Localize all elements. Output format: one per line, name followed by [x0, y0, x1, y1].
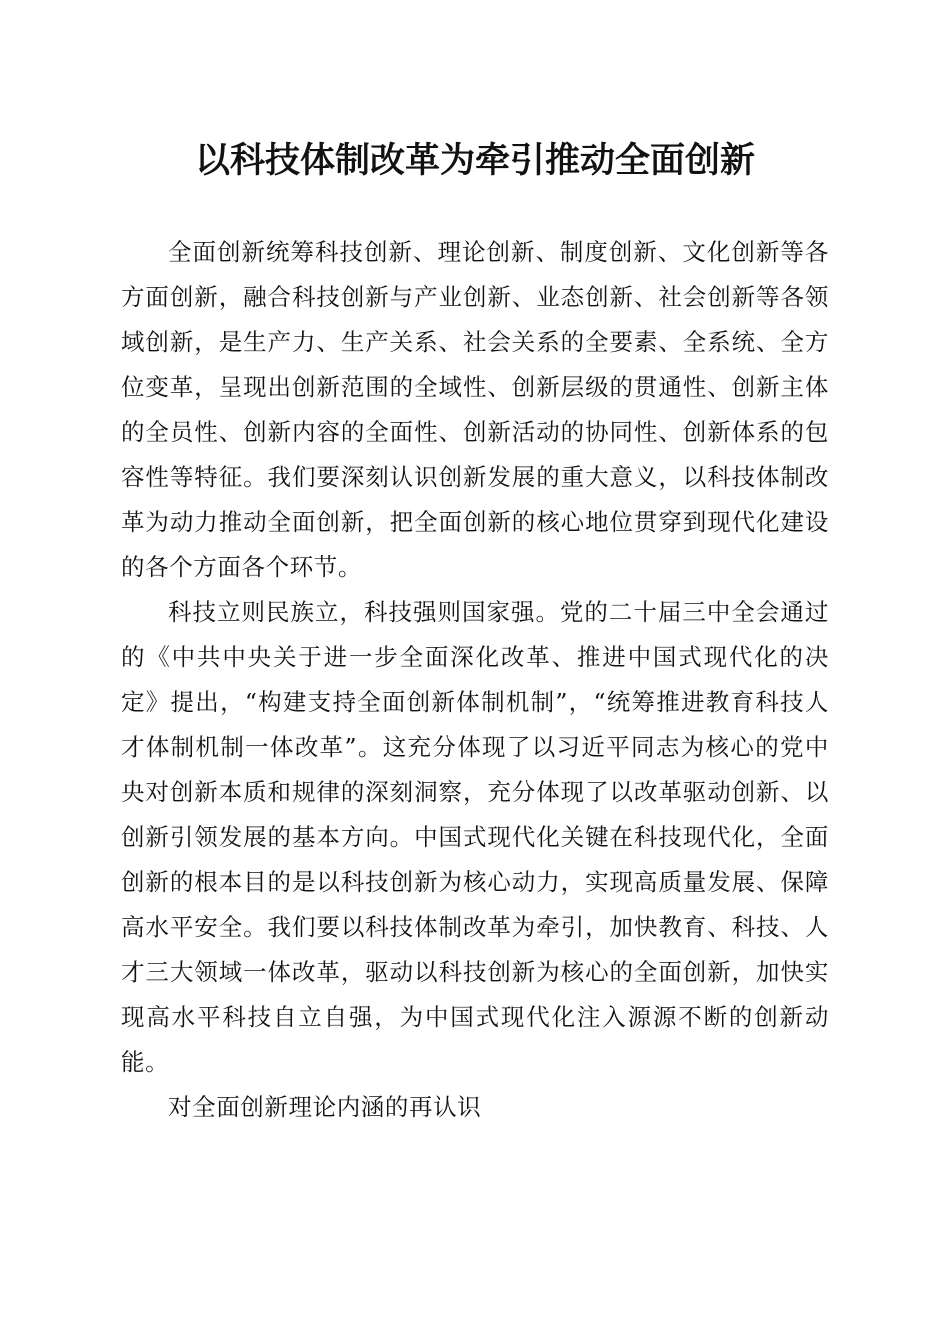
document-body: [121, 230, 829, 1130]
section-heading: 对全面创新理论内涵的再认识: [168, 1093, 482, 1121]
paragraph-1: 全面创新统筹科技创新、理论创新、制度创新、文化创新等各方面创新，融合科技创新与产业创新、业态创新、社会创新等各领域创新，是生产力、生产关系、社会关系的全要素、全系统、全方位变革，呈现出创新范围的全域性、创新层级的贯通性、创新主体的全员性、创新内容的全面性、创新活动的协同性、创新体系的包容性等特征。我们要深刻认识创新发展的重大意义，以科技体制改革为动力推动全面创新，把全面创新的核心地位贯穿到现代化建设的各个方面各个环节。: [121, 238, 829, 581]
paragraph-2: 科技立则民族立，科技强则国家强。党的二十届三中全会通过的《中共中央关于进一步全面深化改革、推进中国式现代化的决定》提出，“构建支持全面创新体制机制”，“统筹推进教育科技人才体制机制一体改革”。这充分体现了以习近平同志为核心的党中央对创新本质和规律的深刻洞察，充分体现了以改革驱动创新、以创新引领发展的基本方向。中国式现代化关键在科技现代化，全面创新的根本目的是以科技创新为核心动力，实现高质量发展、保障高水平安全。我们要以科技体制改革为牵引，加快教育、科技、人才三大领域一体改革，驱动以科技创新为核心的全面创新，加快实现高水平科技自立自强，为中国式现代化注入源源不断的创新动能。: [121, 598, 829, 1076]
document-title: 以科技体制改革为牵引推动全面创新: [194, 140, 755, 181]
